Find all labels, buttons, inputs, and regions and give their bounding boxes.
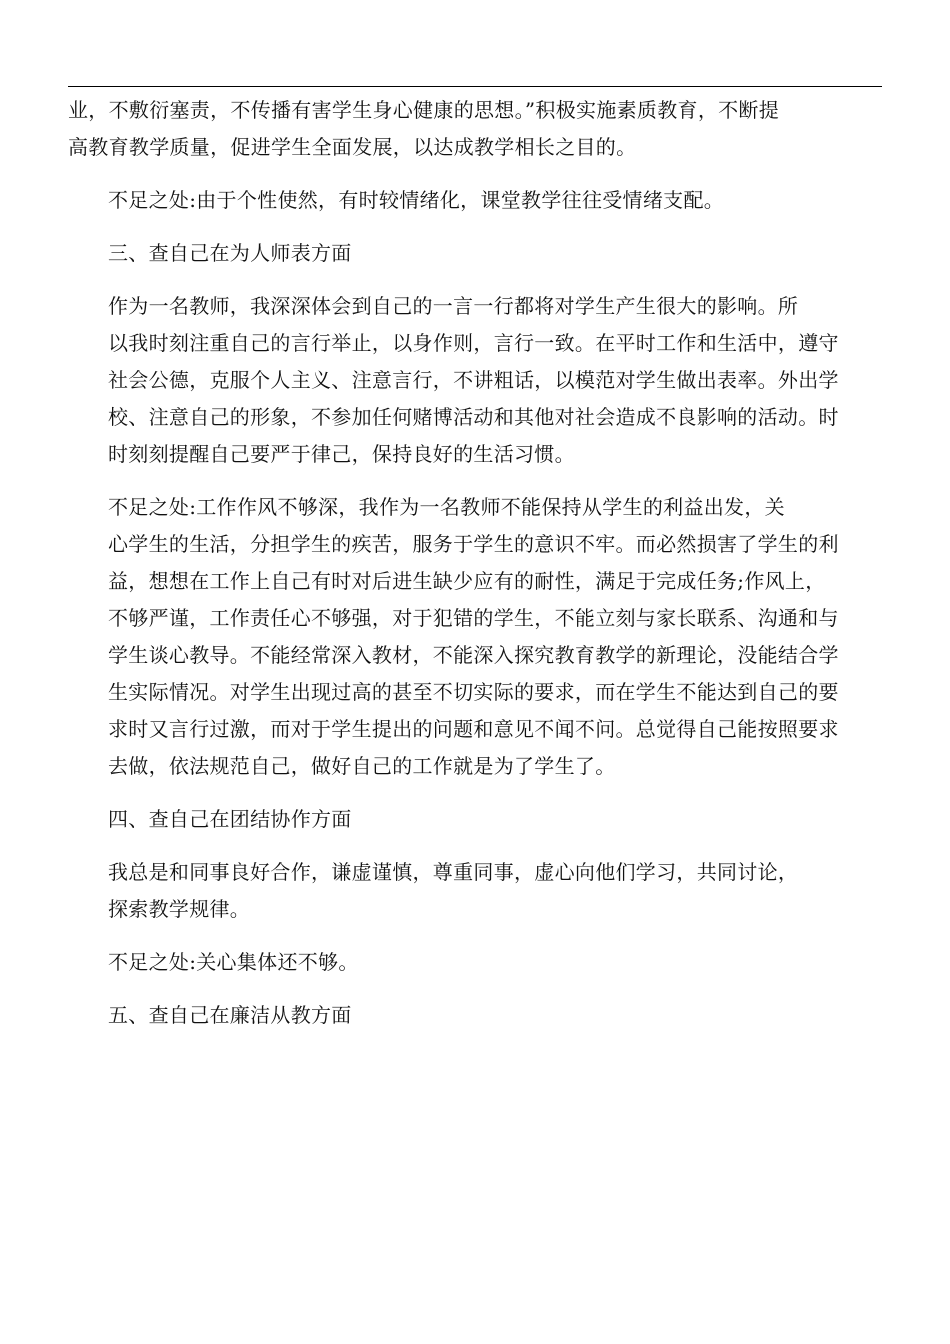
paragraph-shortcoming xyxy=(68,489,882,785)
text-line: 生实际情况。对学生出现过高的甚至不切实际的要求，而在学生不能达到自己的要 xyxy=(108,680,839,704)
text-line: 我总是和同事良好合作，谦虚谨慎，尊重同事，虚心向他们学习，共同讨论， xyxy=(108,860,799,884)
heading-text: 三、查自己在为人师表方面 xyxy=(108,241,352,265)
heading-text: 五、查自己在廉洁从教方面 xyxy=(108,1003,352,1027)
text-line: 心学生的生活，分担学生的疾苦，服务于学生的意识不牢。而必然损害了学生的利 xyxy=(108,532,839,556)
text-line: 业，不敷衍塞责，不传播有害学生身心健康的思想。”积极实施素质教育，不断提 xyxy=(68,98,780,122)
text-line: 益，想想在工作上自己有时对后进生缺少应有的耐性，满足于完成任务;作风上， xyxy=(108,569,826,593)
text-line: 高教育教学质量，促进学生全面发展，以达成教学相长之目的。 xyxy=(68,135,637,159)
text-line: 社会公德，克服个人主义、注意言行，不讲粗话，以模范对学生做出表率。外出学 xyxy=(108,368,839,392)
text-line: 校、注意自己的形象，不参加任何赌博活动和其他对社会造成不良影响的活动。时 xyxy=(108,405,839,429)
text-line: 以我时刻注重自己的言行举止，以身作则，言行一致。在平时工作和生活中，遵守 xyxy=(108,331,839,355)
text-line: 探索教学规律。 xyxy=(108,897,251,921)
text-line: 作为一名教师，我深深体会到自己的一言一行都将对学生产生很大的影响。所 xyxy=(108,294,799,318)
section-heading xyxy=(68,235,882,272)
text-line: 时刻刻提醒自己要严于律己，保持良好的生活习惯。 xyxy=(108,442,575,466)
paragraph-continuation xyxy=(68,92,882,166)
document-body xyxy=(68,92,882,1034)
text-line: 学生谈心教导。不能经常深入教材，不能深入探究教育教学的新理论，没能结合学 xyxy=(108,643,839,667)
section-heading xyxy=(68,801,882,838)
paragraph-shortcoming xyxy=(68,944,882,981)
text-line: 求时又言行过激，而对于学生提出的问题和意见不闻不问。总觉得自己能按照要求 xyxy=(108,717,839,741)
text-line: 不足之处:工作作风不够深，我作为一名教师不能保持从学生的利益出发，关 xyxy=(108,495,785,519)
text-line: 去做，依法规范自己，做好自己的工作就是为了学生了。 xyxy=(108,754,616,778)
header-rule xyxy=(68,86,882,87)
text-line: 不足之处:由于个性使然，有时较情绪化，课堂教学往往受情绪支配。 xyxy=(108,188,725,212)
paragraph-body xyxy=(68,854,882,928)
text-line: 不够严谨，工作责任心不够强，对于犯错的学生，不能立刻与家长联系、沟通和与 xyxy=(108,606,839,630)
heading-text: 四、查自己在团结协作方面 xyxy=(108,807,352,831)
paragraph-body xyxy=(68,288,882,473)
section-heading xyxy=(68,997,882,1034)
paragraph-shortcoming xyxy=(68,182,882,219)
text-line: 不足之处:关心集体还不够。 xyxy=(108,950,359,974)
